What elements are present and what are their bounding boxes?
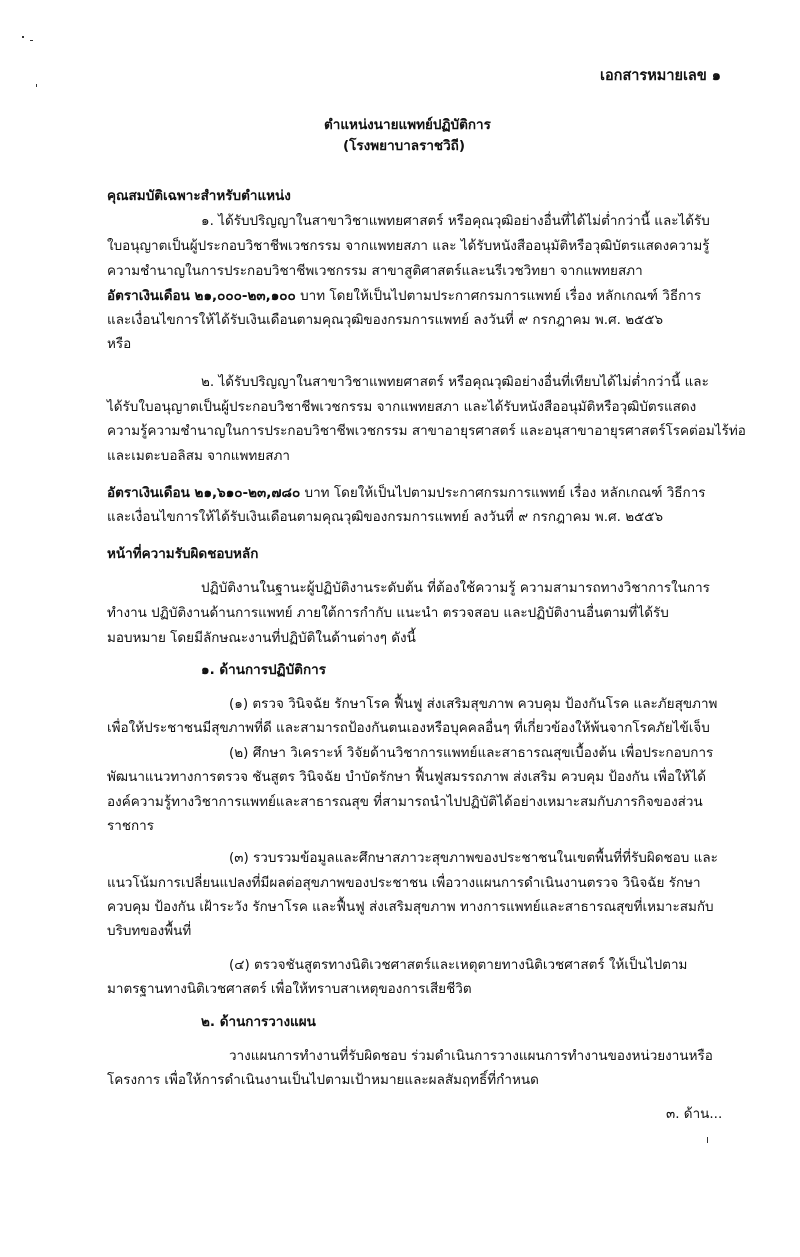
section-heading-operations: ๑. ด้านการปฏิบัติการ (201, 662, 326, 678)
duty-item-4: (๔) ตรวจชันสูตรทางนิติเวชศาสตร์และเหตุตายทางนิติเวชศาสตร์ ให้เป็นไปตาม (229, 957, 688, 973)
document-title: ตำแหน่งนายแพทย์ปฏิบัติการ (324, 117, 491, 133)
qual1-salary (107, 286, 701, 306)
duty-item-2: ราชการ (107, 818, 154, 834)
qual2-line: และเมตะบอลิสม จากแพทยสภา (107, 448, 290, 464)
scan-speck (30, 40, 33, 41)
continued-marker: ๓. ด้าน... (666, 1106, 723, 1122)
scan-speck (36, 84, 37, 87)
duties-intro: ปฏิบัติงานในฐานะผู้ปฏิบัติงานระดับต้น ที่ต้องใช้ความรู้ ความสามารถทางวิชาการในการ (201, 580, 710, 596)
qual-or: หรือ (107, 336, 132, 352)
salary-label: อัตราเงินเดือน ๒๑,๐๐๐-๒๓,๑๐๐ (107, 288, 296, 304)
section-heading-planning: ๒. ด้านการวางแผน (201, 1014, 316, 1030)
duty-item-3: บริบทของพื้นที่ (107, 923, 192, 939)
duties-heading: หน้าที่ความรับผิดชอบหลัก (107, 546, 259, 562)
scan-speck (22, 36, 24, 38)
scan-speck (707, 1137, 708, 1143)
qual2-salary (107, 483, 706, 503)
qual1-line: และเงื่อนไขการให้ได้รับเงินเดือนตามคุณวุฒิของกรมการแพทย์ ลงวันที่ ๙ กรกฎาคม พ.ศ. ๒๕๕๖ (107, 312, 664, 328)
duties-intro: มอบหมาย โดยมีลักษณะงานที่ปฏิบัติในด้านต่างๆ ดังนี้ (107, 630, 416, 646)
duty-item-2: องค์ความรู้ทางวิชาการแพทย์และสาธารณสุข ที่สามารถนำไปปฏิบัติได้อย่างเหมาะสมกับภารกิจของส่วน (107, 794, 703, 810)
duty-item-2: พัฒนาแนวทางการตรวจ ชันสูตร วินิจฉัย บำบัดรักษา ฟื้นฟูสมรรถภาพ ส่งเสริม ควบคุม ป้องกัน เพื่อให้ได้ (107, 769, 707, 785)
duty-item-3: ควบคุม ป้องกัน เฝ้าระวัง รักษาโรค และฟื้นฟู ส่งเสริมสุขภาพ ทางการแพทย์และสาธารณสุขที่เหมาะสมกับ (107, 899, 714, 915)
document-number: เอกสารหมายเลข ๑ (600, 68, 721, 84)
duty-item-1: เพื่อให้ประชาชนมีสุขภาพที่ดี และสามารถป้องกันตนเองหรือบุคคลอื่นๆ ที่เกี่ยวข้องให้พ้นจากโรคภัยไข้เจ็บ (107, 720, 710, 736)
qual2-line: และเงื่อนไขการให้ได้รับเงินเดือนตามคุณวุฒิของกรมการแพทย์ ลงวันที่ ๙ กรกฎาคม พ.ศ. ๒๕๕๖ (107, 509, 664, 525)
qual2-line: ๒. ได้รับปริญญาในสาขาวิชาแพทยศาสตร์ หรือคุณวุฒิอย่างอื่นที่เทียบได้ไม่ต่ำกว่านี้ และ (201, 374, 709, 390)
duty-item-4: มาตรฐานทางนิติเวชศาสตร์ เพื่อให้ทราบสาเหตุของการเสียชีวิต (107, 981, 472, 997)
qual2-line: ได้รับใบอนุญาตเป็นผู้ประกอบวิชาชีพเวชกรรม จากแพทยสภา และได้รับหนังสืออนุมัติหรือวุฒิบัตรแสดง (107, 399, 697, 415)
planning-text: วางแผนการทำงานที่รับผิดชอบ ร่วมดำเนินการวางแผนการทำงานของหน่วยงานหรือ (229, 1048, 713, 1064)
duty-item-3: แนวโน้มการเปลี่ยนแปลงที่มีผลต่อสุขภาพของประชาชน เพื่อวางแผนการดำเนินงานตรวจ วินิจฉัย รักษา (107, 875, 701, 891)
qual1-line: ความชำนาญในการประกอบวิชาชีพเวชกรรม สาขาสูติศาสตร์และนรีเวชวิทยา จากแพทยสภา (107, 263, 643, 279)
duty-item-1: (๑) ตรวจ วินิจฉัย รักษาโรค ฟื้นฟู ส่งเสริมสุขภาพ ควบคุม ป้องกันโรค และภัยสุขภาพ (229, 696, 718, 712)
planning-text: โครงการ เพื่อให้การดำเนินงานเป็นไปตามเป้าหมายและผลสัมฤทธิ์ที่กำหนด (107, 1072, 539, 1088)
duties-intro: ทำงาน ปฏิบัติงานด้านการแพทย์ ภายใต้การกำกับ แนะนำ ตรวจสอบ และปฏิบัติงานอื่นตามที่ได้รับ (107, 605, 669, 621)
qual2-line: ความรู้ความชำนาญในการประกอบวิชาชีพเวชกรรม สาขาอายุรศาสตร์ และอนุสาขาอายุรศาสตร์โรคต่อมไร้ท่อ (107, 423, 746, 439)
duty-item-3: (๓) รวบรวมข้อมูลและศึกษาสภาวะสุขภาพของประชาชนในเขตพื้นที่ที่รับผิดชอบ และ (229, 850, 718, 866)
salary-text: บาท โดยให้เป็นไปตามประกาศกรมการแพทย์ เรื่อง หลักเกณฑ์ วิธีการ (295, 288, 702, 304)
document-subtitle: (โรงพยาบาลราชวิถี) (343, 138, 465, 154)
qual1-line: ๑. ได้รับปริญญาในสาขาวิชาแพทยศาสตร์ หรือคุณวุฒิอย่างอื่นที่ได้ไม่ต่ำกว่านี้ และได้รับ (201, 213, 710, 229)
salary-label: อัตราเงินเดือน ๒๑,๖๑๐-๒๓,๗๘๐ (107, 485, 301, 501)
qualifications-heading: คุณสมบัติเฉพาะสำหรับตำแหน่ง (107, 188, 291, 204)
salary-text: บาท โดยให้เป็นไปตามประกาศกรมการแพทย์ เรื่อง หลักเกณฑ์ วิธีการ (300, 485, 706, 501)
qual1-line: ใบอนุญาตเป็นผู้ประกอบวิชาชีพเวชกรรม จากแพทยสภา และ ได้รับหนังสืออนุมัติหรือวุฒิบัตรแสดงความรู้ (107, 238, 710, 254)
duty-item-2: (๒) ศึกษา วิเคราะห์ วิจัยด้านวิชาการแพทย์และสาธารณสุขเบื้องต้น เพื่อประกอบการ (229, 745, 714, 761)
